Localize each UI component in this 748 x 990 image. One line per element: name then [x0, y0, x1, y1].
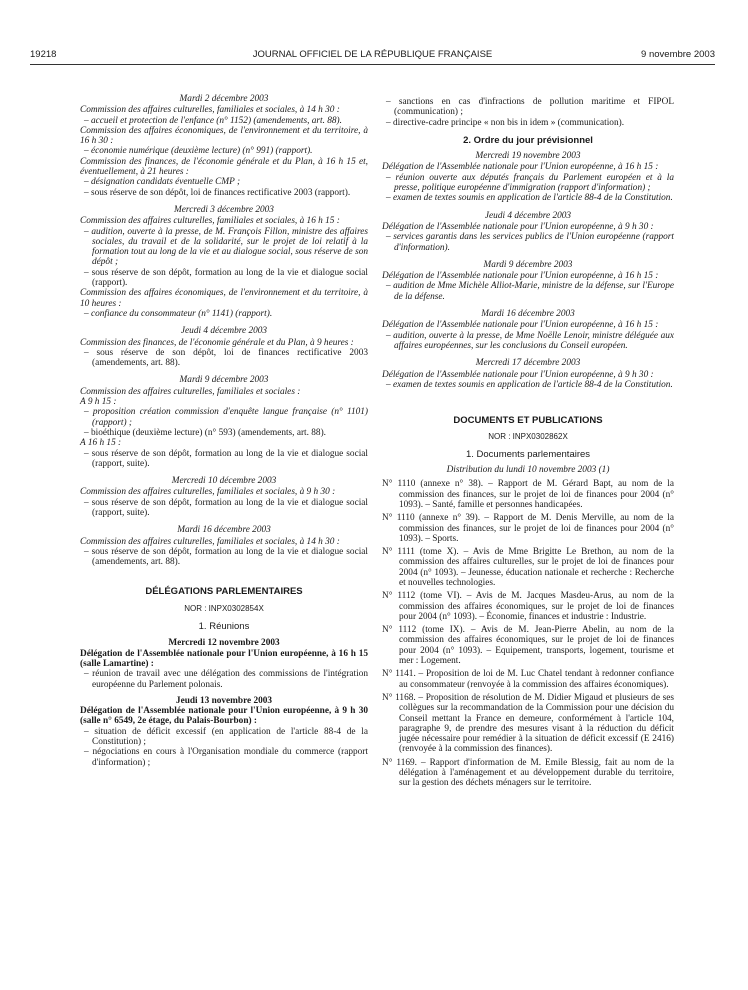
page-number: 19218 — [30, 49, 57, 60]
agenda-item: – sous réserve de son dépôt, formation au long de la vie et dialogue social (amendements, art. 88). — [84, 546, 368, 568]
delegation-entry: Délégation de l'Assemblée nationale pour l'Union européenne, à 16 h 15 : — [382, 271, 659, 282]
agenda-item: – négociations en cours à l'Organisation mondiale du commerce (rapport d'information) ; — [84, 747, 368, 768]
nor-reference: NOR : INPX0302862X — [488, 432, 568, 442]
section-date: Mercredi 12 novembre 2003 — [168, 638, 280, 649]
issue-date: 9 novembre 2003 — [641, 49, 715, 60]
header-rule — [30, 64, 715, 65]
delegation-entry: Délégation de l'Assemblée nationale pour l'Union européenne, à 9 h 30 (salle n° 6549, 2e étage, du Palais-Bourbon) : — [80, 706, 368, 727]
agenda-item: – examen de textes soumis en application de l'article 88-4 de la Constitution. — [386, 379, 673, 390]
section-date: Mercredi 3 décembre 2003 — [174, 204, 274, 215]
agenda-item: – désignation candidats éventuelle CMP ; — [84, 177, 241, 188]
nor-reference: NOR : INPX0302854X — [184, 603, 264, 613]
time-slot: A 16 h 15 : — [80, 438, 122, 449]
commission-entry: Commission des affaires économiques, de l'environnement et du territoire, à 16 h 30 : — [80, 125, 368, 147]
distribution-date: Distribution du lundi 10 novembre 2003 (1) — [446, 465, 610, 476]
section-date: Mardi 9 décembre 2003 — [179, 375, 269, 386]
agenda-item: – directive-cadre principe « non bis in idem » (communication). — [386, 117, 625, 128]
section-date: Mercredi 10 décembre 2003 — [171, 476, 277, 487]
agenda-item: – audition, ouverte à la presse, de Mme Noëlle Lenoir, ministre déléguée aux affaires européennes, sur les conclusions du Conseil européen. — [386, 330, 674, 351]
commission-entry: Commission des affaires culturelles, familiales et sociales, à 16 h 15 : — [80, 216, 340, 227]
section-date: Mercredi 19 novembre 2003 — [475, 151, 581, 162]
agenda-item: – sous réserve de son dépôt, formation au long de la vie et dialogue social (rapport, suite). — [84, 448, 368, 469]
time-slot: A 9 h 15 : — [80, 397, 117, 408]
agenda-item: – sanctions en cas d'infractions de pollution maritime et FIPOL (communication) ; — [386, 97, 674, 118]
page-header — [30, 50, 715, 64]
section-heading: DÉLÉGATIONS PARLEMENTAIRES — [145, 586, 303, 598]
agenda-item: – examen de textes soumis en application de l'article 88-4 de la Constitution. — [386, 193, 673, 204]
section-date: Jeudi 13 novembre 2003 — [175, 695, 273, 706]
journal-title: JOURNAL OFFICIEL DE LA RÉPUBLIQUE FRANÇAISE — [252, 49, 493, 60]
document-entry: N° 1168. – Proposition de résolution de M. Didier Migaud et plusieurs de ses collègues sur la recommandation de la Commission pour une décision du Conseil mettant la France en demeure, conformément à l'article 104, paragraphe 9, de prendre des mesures visant à la réduction du déficit jugée nécessaire pour remédier à la situation de déficit excessif (E 2416) (renvoyée à la commission des finances). — [382, 692, 674, 755]
document-entry: N° 1110 (annexe n° 38). – Rapport de M. Gérard Bapt, au nom de la commission des finances, sur le projet de loi de finances pour 2004 (n° 1093). – Santé, famille et personnes handicapées. — [382, 479, 674, 510]
commission-entry: Commission des affaires culturelles, familiales et sociales, à 14 h 30 : — [80, 105, 340, 116]
document-entry: N° 1141. – Proposition de loi de M. Luc Chatel tendant à redonner confiance au consommateur (renvoyée à la commission des affaires économiques). — [382, 669, 674, 690]
agenda-item: – sous réserve de son dépôt, formation au long de la vie et dialogue social (rapport). — [84, 267, 368, 289]
commission-entry: Commission des finances, de l'économie générale et du Plan, à 9 heures : — [80, 337, 354, 348]
subsection-heading: 2. Ordre du jour prévisionnel — [463, 134, 593, 146]
agenda-item: – audition de Mme Michèle Alliot-Marie, ministre de la défense, sur l'Europe de la défense. — [386, 281, 674, 302]
agenda-item: – confiance du consommateur (n° 1141) (rapport). — [84, 308, 273, 319]
commission-entry: Commission des affaires économiques, de l'environnement et du territoire, à 10 heures : — [80, 288, 368, 309]
delegation-entry: Délégation de l'Assemblée nationale pour l'Union européenne, à 9 h 30 : — [382, 221, 654, 232]
commission-entry: Commission des affaires culturelles, familiales et sociales, à 14 h 30 : — [80, 536, 340, 547]
document-entry: N° 1110 (annexe n° 39). – Rapport de M. Denis Merville, au nom de la commission des finances, sur le projet de loi de finances pour 2004 (n° 1093). – Sports. — [382, 513, 674, 544]
subsection-heading: 1. Réunions — [198, 621, 250, 633]
agenda-item: – économie numérique (deuxième lecture) (n° 991) (rapport). — [84, 146, 313, 157]
agenda-item: – sous réserve de son dépôt, loi de finances rectificative 2003 (rapport). — [84, 187, 351, 198]
document-entry: N° 1111 (tome X). – Avis de Mme Brigitte Le Brethon, au nom de la commission des affaires culturelles, sur le projet de loi de finances pour 2004 (n° 1093). – Jeunesse, éducation nationale et recherche : Recherche et nouvelles technologies. — [382, 547, 674, 588]
delegation-entry: Délégation de l'Assemblée nationale pour l'Union européenne, à 16 h 15 (salle Lamartine) : — [80, 648, 368, 669]
agenda-item: – audition, ouverte à la presse, de M. François Fillon, ministre des affaires sociales, du travail et de la solidarité, sur le projet de loi relatif à la formation tout au long de la vie et au dialogue social, sous réserve de son dépôt ; — [84, 226, 368, 268]
section-date: Mardi 16 décembre 2003 — [481, 309, 575, 320]
subsection-heading: 1. Documents parlementaires — [465, 448, 591, 460]
agenda-item: – réunion de travail avec une délégation des commissions de l'intégration européenne du Parlement polonais. — [84, 669, 368, 690]
section-date: Jeudi 4 décembre 2003 — [484, 210, 572, 221]
agenda-item: – bioéthique (deuxième lecture) (n° 593) (amendements, art. 88). — [84, 427, 326, 438]
right-column — [382, 97, 674, 792]
document-entry: N° 1112 (tome VI). – Avis de M. Jacques Masdeu-Arus, au nom de la commission des affaires économiques, sur le projet de loi de finances pour 2004 (n° 1093). – Économie, finances et industrie : Industrie. — [382, 591, 674, 622]
agenda-item: – proposition création commission d'enquête langue française (n° 1101) (rapport) ; — [84, 407, 368, 428]
document-entry: N° 1112 (tome IX). – Avis de M. Jean-Pierre Abelin, au nom de la commission des affaires économiques, sur le projet de loi de finances pour 2004 (n° 1093). – Equipement, transports, logement, tourisme et mer : Logement. — [382, 625, 674, 667]
agenda-item: – réunion ouverte aux députés français du Parlement européen et à la presse, politique européenne d'immigration (rapport d'information) ; — [386, 172, 674, 194]
commission-entry: Commission des finances, de l'économie générale et du Plan, à 16 h 15 et, éventuellement, à 21 heures : — [80, 156, 368, 178]
agenda-item: – situation de déficit excessif (en application de l'article 88-4 de la Constitution) ; — [84, 726, 368, 748]
commission-entry: Commission des affaires culturelles, familiales et sociales : — [80, 386, 301, 397]
agenda-item: – accueil et protection de l'enfance (n° 1152) (amendements, art. 88). — [84, 115, 342, 126]
section-heading: DOCUMENTS ET PUBLICATIONS — [453, 415, 603, 427]
agenda-item: – services garantis dans les services publics de l'Union européenne (rapport d'information). — [386, 232, 674, 253]
section-date: Mardi 2 décembre 2003 — [179, 94, 269, 104]
agenda-item: – sous réserve de son dépôt, formation au long de la vie et dialogue social (rapport, suite). — [84, 497, 368, 518]
commission-entry: Commission des affaires culturelles, familiales et sociales, à 9 h 30 : — [80, 487, 336, 498]
delegation-entry: Délégation de l'Assemblée nationale pour l'Union européenne, à 9 h 30 : — [382, 369, 654, 380]
section-date: Mardi 9 décembre 2003 — [483, 259, 573, 270]
section-date: Jeudi 4 décembre 2003 — [180, 326, 268, 337]
document-entry: N° 1169. – Rapport d'information de M. Emile Blessig, fait au nom de la délégation à l'aménagement et au développement durable du territoire, sur la gestion des déchets ménagers sur le territoire. — [382, 757, 674, 789]
delegation-entry: Délégation de l'Assemblée nationale pour l'Union européenne, à 16 h 15 : — [382, 162, 659, 173]
agenda-item: – sous réserve de son dépôt, loi de finances rectificative 2003 (amendements, art. 88). — [84, 347, 368, 369]
delegation-entry: Délégation de l'Assemblée nationale pour l'Union européenne, à 16 h 15 : — [382, 320, 659, 331]
left-column — [80, 94, 368, 768]
section-date: Mercredi 17 décembre 2003 — [475, 358, 581, 369]
section-date: Mardi 16 décembre 2003 — [177, 525, 271, 536]
